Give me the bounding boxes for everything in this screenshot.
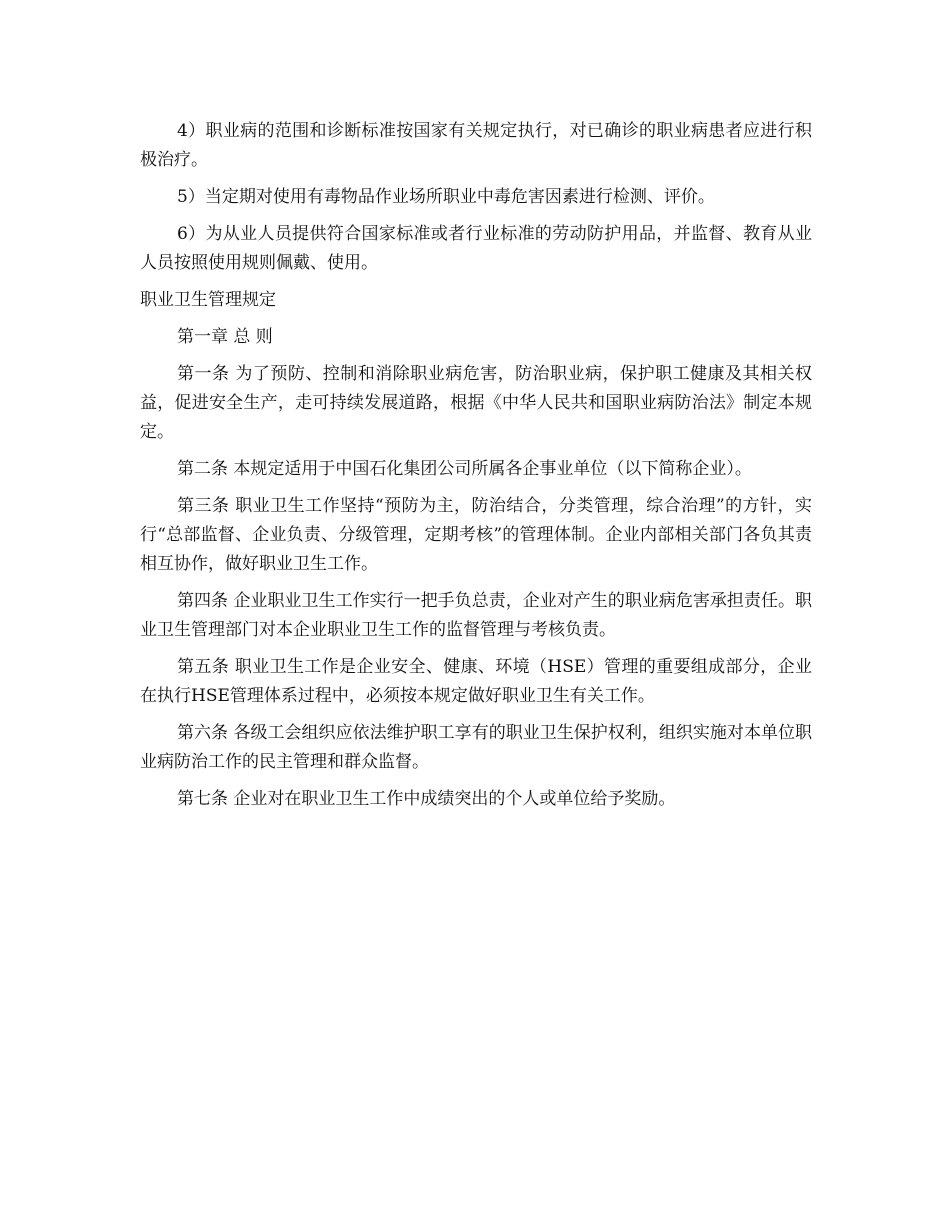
paragraph-item-6: 6）为从业人员提供符合国家标准或者行业标准的劳动防护用品，并监督、教育从业人员按照使用规则佩戴、使用。	[140, 224, 812, 273]
document-page	[140, 117, 812, 822]
article-2: 第二条 本规定适用于中国石化集团公司所属各企事业单位（以下简称企业）。	[177, 459, 752, 479]
article-6: 第六条 各级工会组织应依法维护职工享有的职业卫生保护权利，组织实施对本单位职业病防治工作的民主管理和群众监督。	[140, 723, 812, 772]
article-1: 第一条 为了预防、控制和消除职业病危害，防治职业病，保护职工健康及其相关权益，促进安全生产，走可持续发展道路，根据《中华人民共和国职业病防治法》制定本规定。	[140, 364, 812, 442]
chapter-heading: 第一章 总 则	[177, 327, 273, 347]
article-5: 第五条 职业卫生工作是企业安全、健康、环境（HSE）管理的重要组成部分，企业在执行HSE管理体系过程中，必须按本规定做好职业卫生有关工作。	[140, 657, 812, 706]
section-title: 职业卫生管理规定	[140, 290, 276, 310]
paragraph-item-5: 5）当定期对使用有毒物品作业场所职业中毒危害因素进行检测、评价。	[177, 187, 715, 207]
paragraph-item-4: 4）职业病的范围和诊断标准按国家有关规定执行，对已确诊的职业病患者应进行积极治疗。	[140, 121, 812, 170]
article-3: 第三条 职业卫生工作坚持“预防为主，防治结合，分类管理，综合治理”的方针，实行“总部监督、企业负责、分级管理，定期考核”的管理体制。企业内部相关部门各负其责相互协作，做好职业卫生工作。	[140, 496, 812, 574]
article-7: 第七条 企业对在职业卫生工作中成绩突出的个人或单位给予奖励。	[177, 789, 676, 809]
article-4: 第四条 企业职业卫生工作实行一把手负总责，企业对产生的职业病危害承担责任。职业卫生管理部门对本企业职业卫生工作的监督管理与考核负责。	[140, 591, 812, 640]
